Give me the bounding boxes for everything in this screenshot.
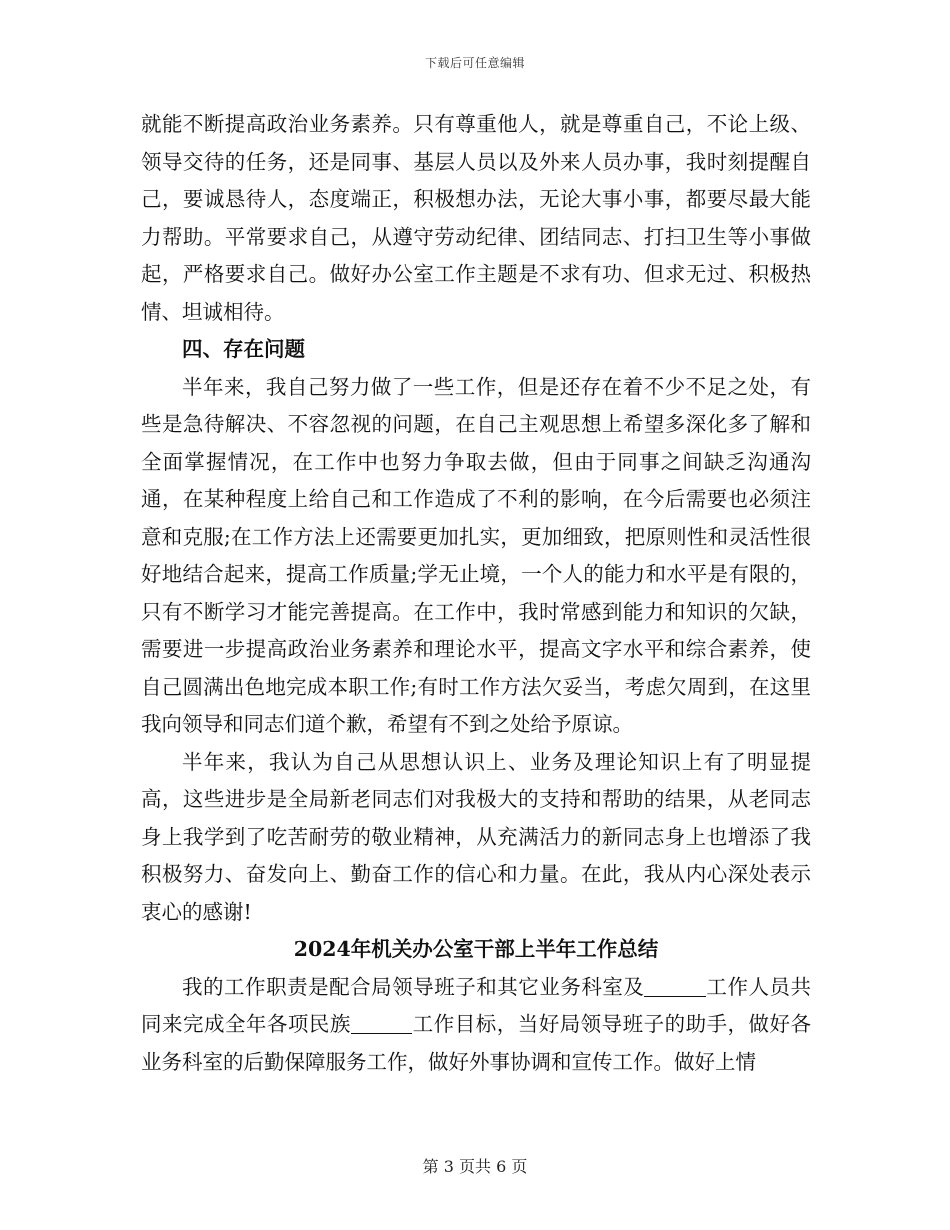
document-title: 2024年机关办公室干部上半年工作总结 (293, 937, 659, 961)
page-header: 下载后可任意编辑 (424, 56, 525, 70)
section-heading-problems: 四、存在问题 (182, 337, 305, 361)
paragraph-4-part-c: 工作目标，当好局领导班子的助手，做好各业务科室的后勤保障服务工作，做好外事协调和宣传工作。做好上情 (141, 1012, 811, 1074)
paragraph-3: 半年来，我认为自己从思想认识上、业务及理论知识上有了明显提高，这些进步是全局新老同志们对我极大的支持和帮助的结果，从老同志身上我学到了吃苦耐劳的敬业精神，从充满活力的新同志身上也增添了我积极努力、奋发向上、勤奋工作的信心和力量。在此，我从内心深处表示衷心的感谢! (141, 749, 811, 924)
paragraph-4 (141, 969, 811, 1082)
page-footer: 第 3 页共 6 页 (422, 1157, 528, 1176)
blank-line (351, 1013, 413, 1035)
paragraph-2: 半年来，我自己努力做了一些工作，但是还存在着不少不足之处，有些是急待解决、不容忽视的问题，在自己主观思想上希望多深化多了解和全面掌握情况，在工作中也努力争取去做，但由于同事之间缺乏沟通沟通，在某种程度上给自己和工作造成了不利的影响，在今后需要也必须注意和克服;在工作方法上还需要更加扎实，更加细致，把原则性和灵活性很好地结合起来，提高工作质量;学无止境，一个人的能力和水平是有限的，只有不断学习才能完善提高。在工作中，我时常感到能力和知识的欠缺，需要进一步提高政治业务素养和理论水平，提高文字水平和综合素养，使自己圆满出色地完成本职工作;有时工作方法欠妥当，考虑欠周到，在这里我向领导和同志们道个歉，希望有不到之处给予原谅。 (141, 374, 811, 736)
blank-line (644, 975, 706, 997)
paragraph-1: 就能不断提高政治业务素养。只有尊重他人，就是尊重自己，不论上级、领导交待的任务，还是同事、基层人员以及外来人员办事，我时刻提醒自己，要诚恳待人，态度端正，积极想办法，无论大事小事，都要尽最大能力帮助。平常要求自己，从遵守劳动纪律、团结同志、打扫卫生等小事做起，严格要求自己。做好办公室工作主题是不求有功、但求无过、积极热情、坦诚相待。 (141, 112, 811, 324)
document-body (141, 106, 811, 1081)
paragraph-4-part-b: 工作人员共同来完成全年各项民族 (141, 974, 811, 1036)
paragraph-4-part-a: 我的工作职责是配合局领导班子和其它业务科室及 (182, 974, 645, 999)
